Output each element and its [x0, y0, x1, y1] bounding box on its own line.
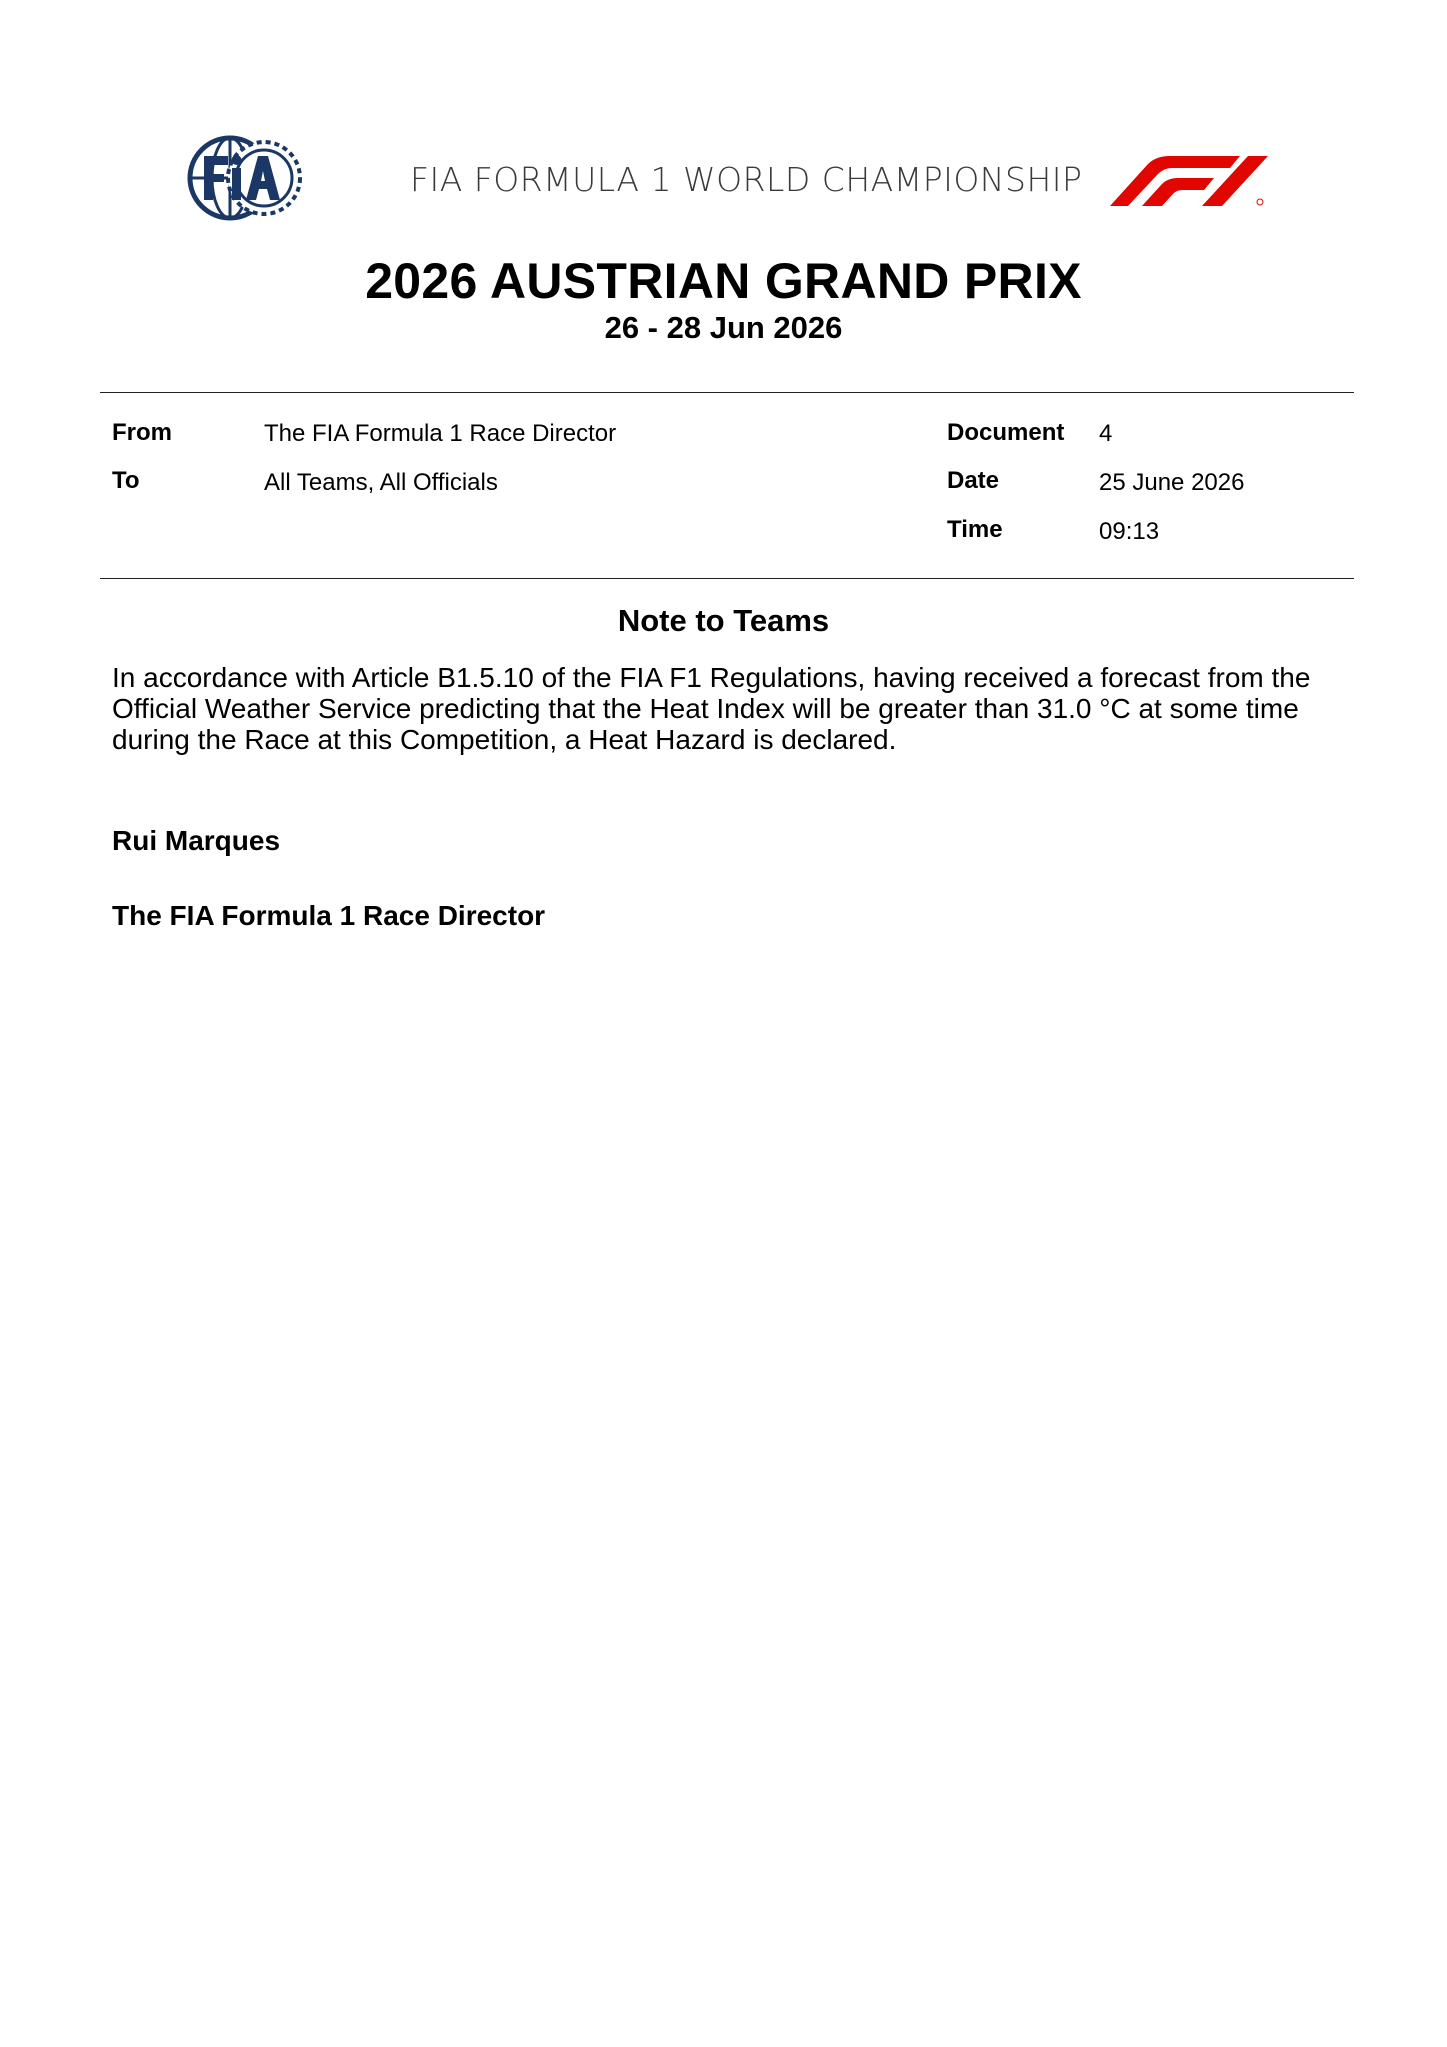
to-value: All Teams, All Officials — [264, 469, 498, 496]
date-value: 25 June 2026 — [1099, 469, 1245, 496]
championship-title: FIA FORMULA 1 WORLD CHAMPIONSHIP — [410, 160, 1083, 199]
time-value: 09:13 — [1099, 518, 1160, 545]
event-dates: 26 - 28 Jun 2026 — [604, 310, 843, 345]
document-value: 4 — [1099, 420, 1113, 447]
fia-logo-icon — [186, 134, 306, 222]
note-body-line: In accordance with Article B1.5.10 of the FIA F1 Regulations, having received a forecast from the — [112, 662, 1311, 693]
f1-logo-icon — [1090, 150, 1270, 206]
time-label: Time — [947, 516, 1003, 543]
from-label: From — [112, 419, 172, 446]
from-value: The FIA Formula 1 Race Director — [264, 420, 617, 447]
note-body-line: Official Weather Service predicting that the Heat Index will be greater than 31.0 °C at some time — [112, 693, 1299, 724]
to-label: To — [112, 467, 140, 494]
event-title: 2026 AUSTRIAN GRAND PRIX — [365, 253, 1082, 309]
note-body — [112, 662, 1342, 755]
top-divider — [100, 392, 1354, 393]
note-title: Note to Teams — [617, 603, 830, 638]
note-body-line: during the Race at this Competition, a Heat Hazard is declared. — [112, 724, 897, 755]
bottom-divider — [100, 578, 1354, 579]
signatory-name: Rui Marques — [112, 825, 281, 856]
document-label: Document — [947, 419, 1065, 446]
date-label: Date — [947, 467, 1000, 494]
signatory-title: The FIA Formula 1 Race Director — [112, 900, 546, 931]
